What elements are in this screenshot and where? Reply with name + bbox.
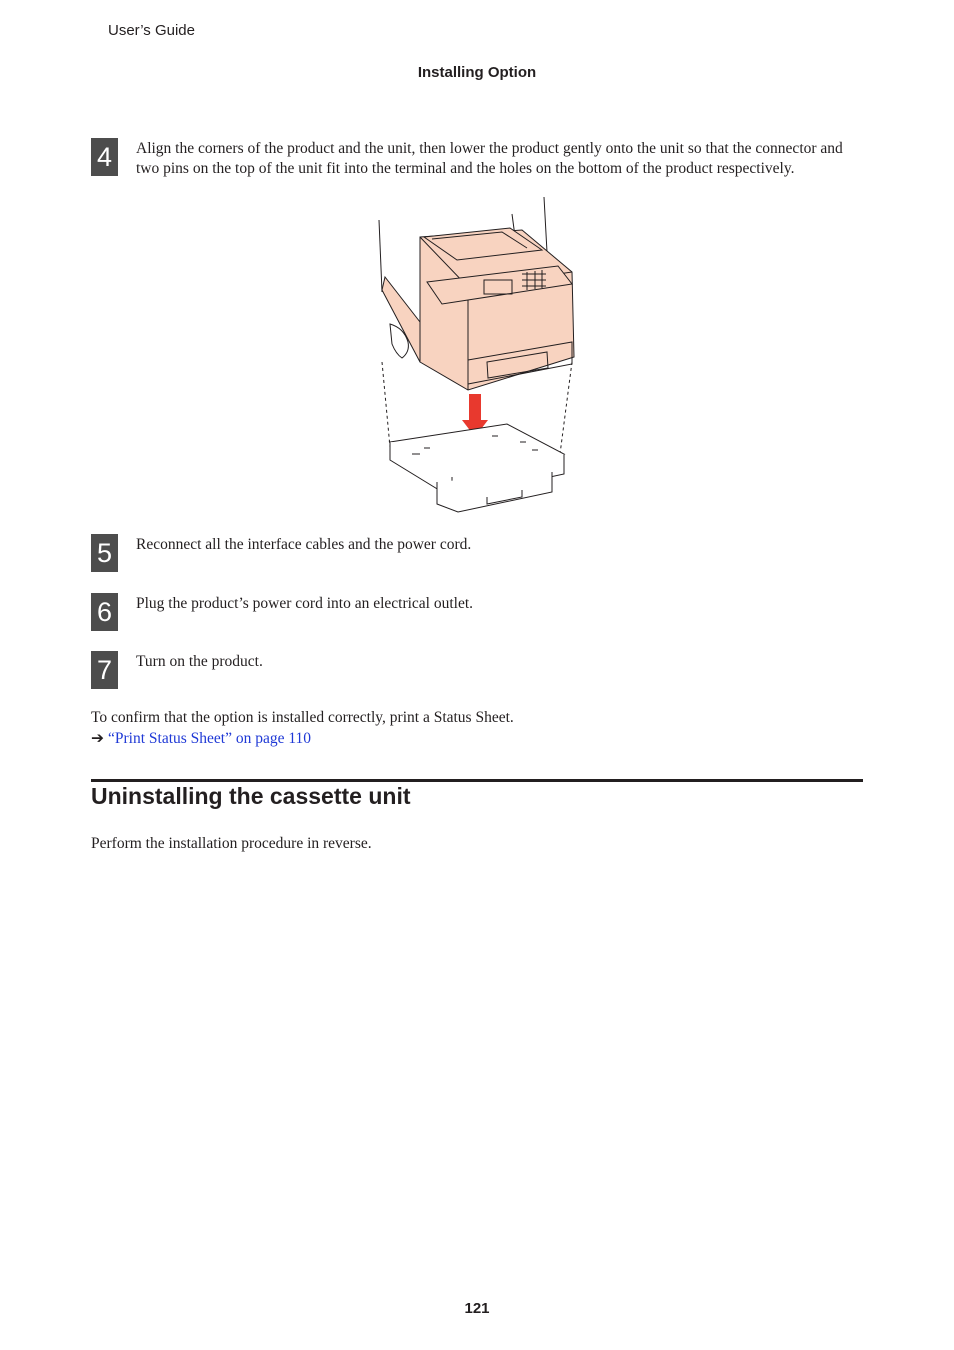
step-number-7: 7 — [91, 651, 118, 689]
page-number: 121 — [464, 1300, 490, 1317]
uninstall-paragraph: Perform the installation procedure in reverse. — [91, 835, 372, 852]
confirm-paragraph: To confirm that the option is installed correctly, print a Status Sheet. — [91, 709, 514, 726]
running-header-guide-title: User’s Guide — [108, 22, 195, 39]
section-rule — [91, 779, 863, 782]
step-number-4: 4 — [91, 138, 118, 176]
step-text-7: Turn on the product. — [136, 653, 263, 670]
xref-arrow-icon: ➔ — [91, 730, 104, 747]
print-status-sheet-link[interactable]: “Print Status Sheet” on page 110 — [108, 730, 312, 747]
step-text-5: Reconnect all the interface cables and the power cord. — [136, 536, 472, 553]
running-header-section-title: Installing Option — [417, 64, 537, 81]
section-heading: Uninstalling the cassette unit — [91, 783, 411, 809]
step-text-4: Align the corners of the product and the unit, then lower the product gently onto the unit so that the connector and two pins on the top of the unit fit into the terminal and the holes on the bottom of the product respectively. — [136, 140, 843, 177]
step-number-5: 5 — [91, 534, 118, 572]
left-arm-line — [379, 220, 382, 292]
step-number-6: 6 — [91, 593, 118, 631]
optional-cassette-unit — [390, 424, 564, 512]
printer-installation-illustration — [372, 192, 582, 517]
cross-reference — [91, 728, 311, 749]
step-text-6: Plug the product’s power cord into an electrical outlet. — [136, 595, 474, 612]
